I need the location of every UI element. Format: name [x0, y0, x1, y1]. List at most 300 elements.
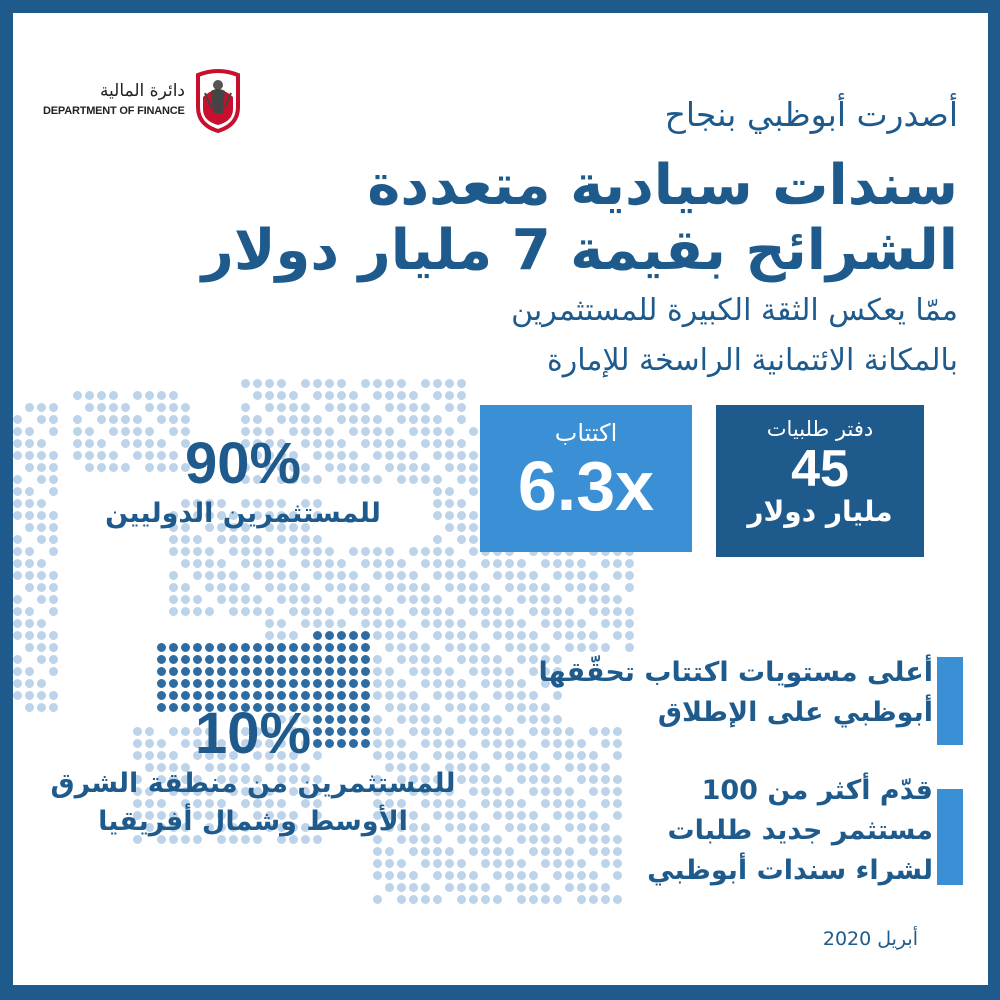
map-dot [541, 559, 550, 568]
map-dot [229, 655, 238, 664]
map-dot [481, 763, 490, 772]
map-dot [229, 547, 238, 556]
map-dot [601, 775, 610, 784]
map-dot [421, 607, 430, 616]
map-dot [13, 607, 22, 616]
map-dot [541, 895, 550, 904]
map-dot [409, 451, 418, 460]
map-dot [553, 871, 562, 880]
title-line-2: الشرائح بقيمة 7 مليار دولار [201, 218, 958, 283]
map-dot [49, 415, 58, 424]
map-dot [565, 787, 574, 796]
map-dot [289, 679, 298, 688]
map-dot [373, 607, 382, 616]
map-dot [385, 547, 394, 556]
map-dot [157, 679, 166, 688]
map-dot [505, 799, 514, 808]
map-dot [433, 871, 442, 880]
map-dot [529, 823, 538, 832]
map-dot [601, 799, 610, 808]
map-dot [301, 691, 310, 700]
map-dot [565, 583, 574, 592]
map-dot [37, 451, 46, 460]
map-dot [445, 607, 454, 616]
map-dot [613, 871, 622, 880]
map-dot [541, 835, 550, 844]
map-dot [241, 691, 250, 700]
map-dot [421, 655, 430, 664]
map-dot [157, 415, 166, 424]
subscription-value: 6.3x [517, 447, 655, 525]
map-dot [421, 895, 430, 904]
map-dot [529, 655, 538, 664]
map-dot [397, 679, 406, 688]
map-dot [229, 679, 238, 688]
map-dot [49, 403, 58, 412]
map-dot [313, 391, 322, 400]
map-dot [601, 835, 610, 844]
map-dot [25, 427, 34, 436]
map-dot [541, 643, 550, 652]
map-dot [469, 571, 478, 580]
map-dot [505, 571, 514, 580]
map-dot [313, 607, 322, 616]
map-dot [169, 679, 178, 688]
map-dot [457, 643, 466, 652]
map-dot [241, 535, 250, 544]
map-dot [349, 583, 358, 592]
map-dot [217, 643, 226, 652]
map-dot [469, 655, 478, 664]
map-dot [73, 439, 82, 448]
map-dot [37, 463, 46, 472]
map-dot [613, 859, 622, 868]
map-dot [577, 559, 586, 568]
map-dot [313, 559, 322, 568]
map-dot [433, 571, 442, 580]
map-dot [517, 835, 526, 844]
infographic-canvas [13, 13, 988, 985]
map-dot [25, 499, 34, 508]
map-dot [565, 847, 574, 856]
map-dot [193, 547, 202, 556]
map-dot [25, 619, 34, 628]
map-dot [361, 547, 370, 556]
map-dot [613, 835, 622, 844]
map-dot [481, 775, 490, 784]
map-dot [373, 631, 382, 640]
map-dot [241, 559, 250, 568]
map-dot [613, 607, 622, 616]
map-dot [73, 451, 82, 460]
map-dot [445, 547, 454, 556]
map-dot [337, 571, 346, 580]
map-dot [481, 703, 490, 712]
map-dot [25, 487, 34, 496]
map-dot [13, 691, 22, 700]
map-dot [169, 403, 178, 412]
map-dot [349, 691, 358, 700]
map-dot [49, 463, 58, 472]
map-dot [13, 655, 22, 664]
international-investors-stat [93, 433, 393, 533]
map-dot [217, 535, 226, 544]
map-dot [529, 775, 538, 784]
map-dot [397, 571, 406, 580]
map-dot [373, 667, 382, 676]
map-dot [601, 787, 610, 796]
department-of-finance-logo [43, 63, 243, 143]
map-dot [409, 403, 418, 412]
map-dot [277, 679, 286, 688]
map-dot [589, 895, 598, 904]
map-dot [265, 667, 274, 676]
map-dot [49, 631, 58, 640]
map-dot [253, 607, 262, 616]
map-dot [325, 691, 334, 700]
map-dot [601, 883, 610, 892]
map-dot [253, 559, 262, 568]
map-dot [529, 751, 538, 760]
map-dot [313, 379, 322, 388]
map-dot [553, 811, 562, 820]
map-dot [241, 403, 250, 412]
map-dot [181, 535, 190, 544]
map-dot [229, 607, 238, 616]
map-dot [565, 643, 574, 652]
mena-investors-stat [33, 703, 473, 841]
map-dot [421, 595, 430, 604]
map-dot [265, 619, 274, 628]
map-dot [49, 511, 58, 520]
map-dot [385, 691, 394, 700]
map-dot [445, 583, 454, 592]
map-dot [469, 847, 478, 856]
map-dot [493, 667, 502, 676]
map-dot [577, 775, 586, 784]
map-dot [433, 535, 442, 544]
map-dot [301, 379, 310, 388]
map-dot [37, 535, 46, 544]
map-dot [145, 403, 154, 412]
map-dot [529, 643, 538, 652]
map-dot [313, 595, 322, 604]
map-dot [625, 607, 634, 616]
map-dot [529, 811, 538, 820]
map-dot [589, 643, 598, 652]
map-dot [613, 559, 622, 568]
map-dot [601, 823, 610, 832]
map-dot [313, 619, 322, 628]
map-dot [505, 787, 514, 796]
map-dot [601, 739, 610, 748]
map-dot [265, 655, 274, 664]
map-dot [601, 895, 610, 904]
map-dot [289, 655, 298, 664]
map-dot [409, 667, 418, 676]
map-dot [481, 859, 490, 868]
map-dot [469, 595, 478, 604]
map-dot [469, 643, 478, 652]
map-dot [565, 751, 574, 760]
map-dot [613, 847, 622, 856]
map-dot [517, 871, 526, 880]
map-dot [565, 607, 574, 616]
map-dot [373, 595, 382, 604]
map-dot [493, 559, 502, 568]
map-dot [361, 679, 370, 688]
map-dot [601, 763, 610, 772]
map-dot [493, 607, 502, 616]
map-dot [577, 595, 586, 604]
map-dot [505, 631, 514, 640]
map-dot [517, 691, 526, 700]
map-dot [157, 391, 166, 400]
map-dot [361, 559, 370, 568]
map-dot [565, 799, 574, 808]
fact-line-1: أعلى مستويات اكتتاب تحقّقها [538, 657, 933, 688]
map-dot [157, 655, 166, 664]
map-dot [337, 691, 346, 700]
map-dot [577, 583, 586, 592]
map-dot [481, 667, 490, 676]
map-dot [241, 607, 250, 616]
map-dot [493, 619, 502, 628]
map-dot [553, 607, 562, 616]
map-dot [241, 547, 250, 556]
map-dot [49, 667, 58, 676]
map-dot [577, 883, 586, 892]
map-dot [349, 607, 358, 616]
map-dot [49, 583, 58, 592]
map-dot [181, 595, 190, 604]
map-dot [601, 643, 610, 652]
map-dot [313, 415, 322, 424]
map-dot [325, 607, 334, 616]
map-dot [349, 679, 358, 688]
map-dot [349, 667, 358, 676]
map-dot [301, 583, 310, 592]
map-dot [349, 415, 358, 424]
map-dot [457, 655, 466, 664]
map-dot [181, 655, 190, 664]
map-dot [49, 475, 58, 484]
map-dot [13, 619, 22, 628]
map-dot [421, 379, 430, 388]
map-dot [25, 559, 34, 568]
map-dot [265, 691, 274, 700]
fact-line-2: أبوظبي على الإطلاق [657, 697, 933, 728]
map-dot [397, 631, 406, 640]
map-dot [229, 595, 238, 604]
map-dot [577, 859, 586, 868]
map-dot [325, 643, 334, 652]
map-dot [517, 703, 526, 712]
map-dot [457, 559, 466, 568]
map-dot [433, 631, 442, 640]
map-dot [205, 691, 214, 700]
map-dot [385, 571, 394, 580]
map-dot [181, 643, 190, 652]
map-dot [517, 739, 526, 748]
map-dot [517, 883, 526, 892]
map-dot [313, 547, 322, 556]
map-dot [25, 523, 34, 532]
map-dot [613, 775, 622, 784]
map-dot [493, 835, 502, 844]
map-dot [277, 631, 286, 640]
map-dot [613, 595, 622, 604]
map-dot [577, 571, 586, 580]
map-dot [13, 547, 22, 556]
map-dot [505, 763, 514, 772]
map-dot [445, 463, 454, 472]
map-dot [361, 403, 370, 412]
map-dot [373, 379, 382, 388]
map-dot [433, 667, 442, 676]
map-dot [361, 667, 370, 676]
map-dot [469, 535, 478, 544]
map-dot [25, 643, 34, 652]
map-dot [25, 571, 34, 580]
map-dot [433, 439, 442, 448]
map-dot [13, 535, 22, 544]
map-dot [445, 451, 454, 460]
map-dot [97, 403, 106, 412]
map-dot [469, 487, 478, 496]
map-dot [25, 547, 34, 556]
logo-english-text: DEPARTMENT OF FINANCE [43, 105, 185, 117]
order-book-label: دفتر طلبيات [766, 417, 874, 441]
map-dot [577, 643, 586, 652]
map-dot [313, 535, 322, 544]
map-dot [613, 811, 622, 820]
stat-caption-line-1: للمستثمرين من منطقة الشرق [50, 768, 456, 799]
map-dot [565, 871, 574, 880]
map-dot [553, 619, 562, 628]
map-dot [577, 799, 586, 808]
stat-percent: 10% [194, 701, 312, 766]
map-dot [409, 583, 418, 592]
map-dot [529, 835, 538, 844]
map-dot [217, 667, 226, 676]
map-dot [505, 619, 514, 628]
map-dot [253, 655, 262, 664]
map-dot [265, 379, 274, 388]
map-dot [553, 775, 562, 784]
map-dot [517, 859, 526, 868]
map-dot [541, 583, 550, 592]
map-dot [505, 847, 514, 856]
map-dot [169, 583, 178, 592]
subscription-box [480, 405, 692, 552]
map-dot [337, 619, 346, 628]
map-dot [277, 415, 286, 424]
map-dot [373, 391, 382, 400]
map-dot [157, 643, 166, 652]
map-dot [289, 691, 298, 700]
map-dot [529, 715, 538, 724]
map-dot [265, 631, 274, 640]
map-dot [25, 451, 34, 460]
map-dot [397, 415, 406, 424]
map-dot [229, 667, 238, 676]
map-dot [445, 391, 454, 400]
map-dot [253, 679, 262, 688]
map-dot [481, 727, 490, 736]
map-dot [289, 547, 298, 556]
map-dot [409, 463, 418, 472]
map-dot [217, 571, 226, 580]
map-dot [493, 727, 502, 736]
map-dot [433, 895, 442, 904]
map-dot [529, 895, 538, 904]
map-dot [397, 475, 406, 484]
map-dot [457, 583, 466, 592]
map-dot [181, 403, 190, 412]
map-dot [553, 835, 562, 844]
map-dot [481, 823, 490, 832]
map-dot [577, 811, 586, 820]
map-dot [241, 595, 250, 604]
map-dot [49, 487, 58, 496]
map-dot [13, 487, 22, 496]
map-dot [445, 571, 454, 580]
map-dot [85, 391, 94, 400]
map-dot [397, 883, 406, 892]
map-dot [409, 571, 418, 580]
map-dot [517, 715, 526, 724]
map-dot [553, 751, 562, 760]
map-dot [529, 595, 538, 604]
map-dot [265, 391, 274, 400]
map-dot [457, 391, 466, 400]
map-dot [193, 595, 202, 604]
map-dot [325, 571, 334, 580]
map-dot [373, 859, 382, 868]
map-dot [517, 559, 526, 568]
map-dot [481, 799, 490, 808]
map-dot [277, 655, 286, 664]
fact-new-investors [647, 771, 933, 891]
map-dot [421, 667, 430, 676]
map-dot [49, 607, 58, 616]
map-dot [397, 391, 406, 400]
map-dot [37, 439, 46, 448]
map-dot [553, 631, 562, 640]
map-dot [397, 559, 406, 568]
map-dot [517, 811, 526, 820]
map-dot [337, 667, 346, 676]
map-dot [433, 679, 442, 688]
map-dot [253, 535, 262, 544]
accent-bar [937, 657, 963, 745]
map-dot [49, 571, 58, 580]
map-dot [289, 667, 298, 676]
map-dot [421, 847, 430, 856]
map-dot [229, 643, 238, 652]
map-dot [625, 559, 634, 568]
map-dot [217, 691, 226, 700]
map-dot [109, 415, 118, 424]
fact-highest-subscription [539, 653, 933, 733]
map-dot [445, 667, 454, 676]
map-dot [313, 571, 322, 580]
map-dot [529, 667, 538, 676]
map-dot [169, 595, 178, 604]
map-dot [469, 895, 478, 904]
map-dot [289, 403, 298, 412]
